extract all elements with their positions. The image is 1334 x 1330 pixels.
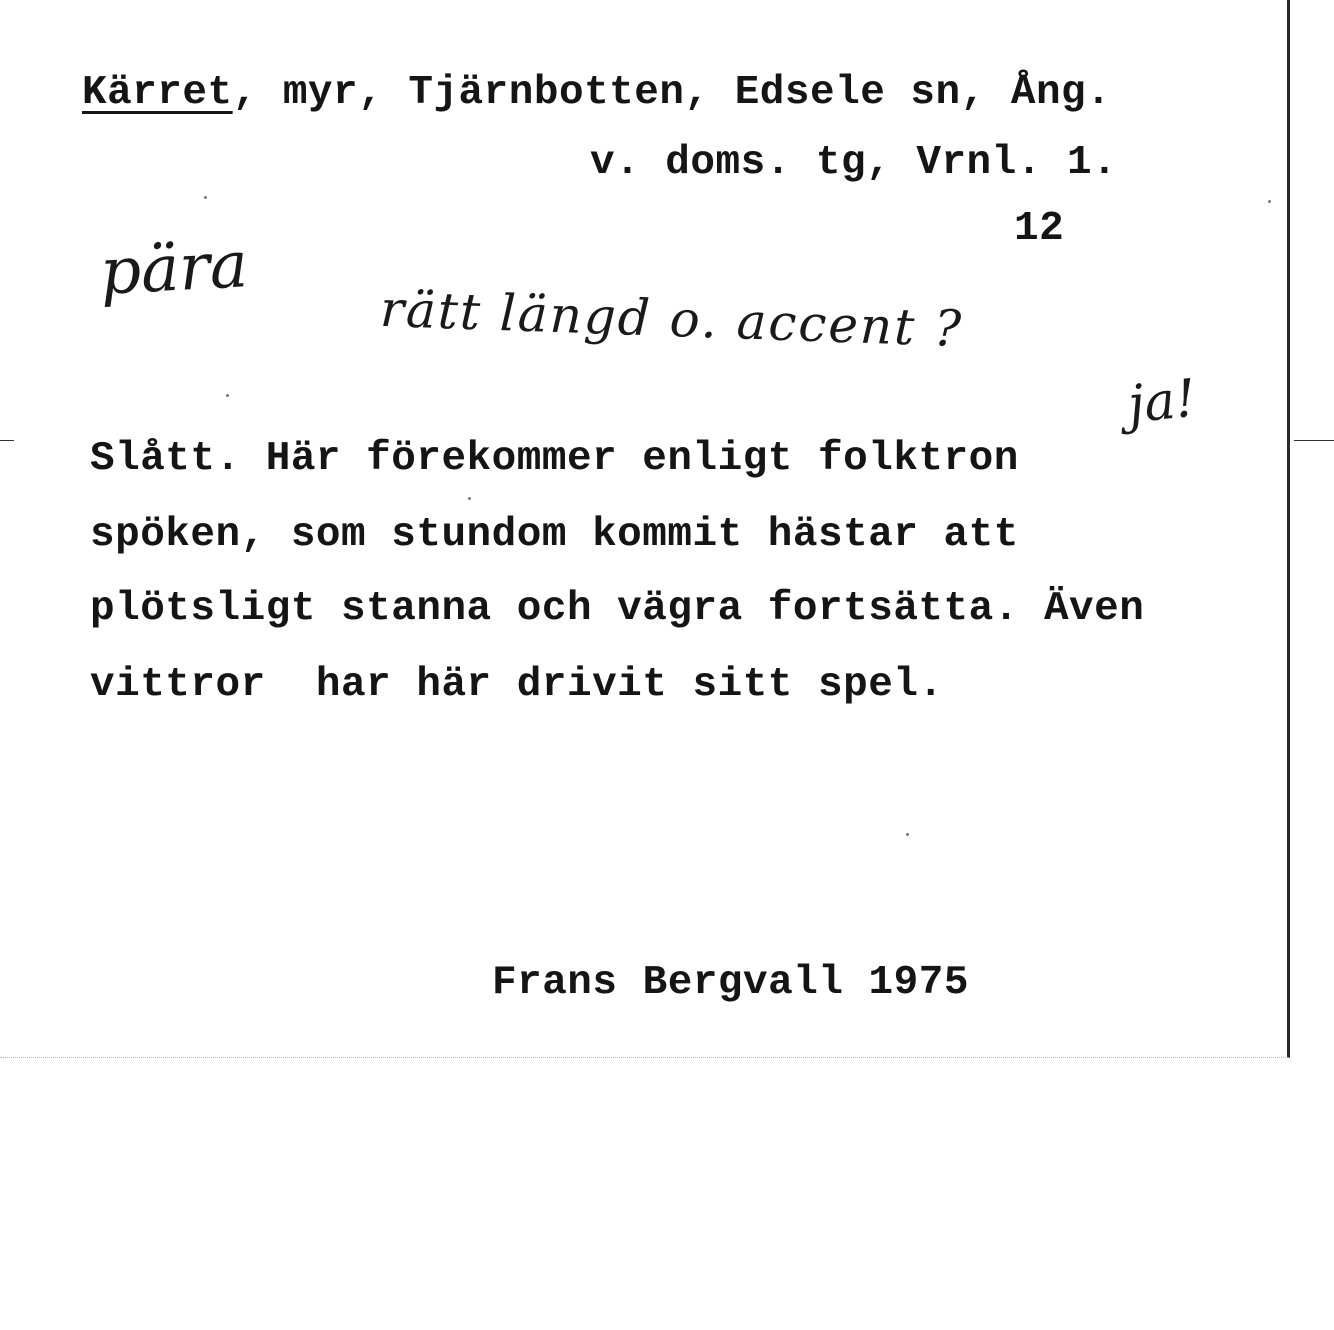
margin-mark-left xyxy=(0,440,14,441)
header-line-1 xyxy=(82,70,1111,116)
signature: Frans Bergvall 1975 xyxy=(492,960,969,1006)
ink-speck xyxy=(204,196,207,199)
ink-speck xyxy=(906,833,909,836)
margin-mark-right xyxy=(1294,440,1334,441)
body-line-2: spöken, som stundom kommit hästar att xyxy=(90,512,1019,558)
body-line-4: vittror har här drivit sitt spel. xyxy=(90,662,944,708)
handwritten-answer: ja! xyxy=(1125,368,1199,436)
ink-speck xyxy=(468,497,471,500)
card-number: 12 xyxy=(1014,206,1065,252)
ink-speck xyxy=(226,394,229,397)
header-line-1-rest: , myr, Tjärnbotten, Edsele sn, Ång. xyxy=(232,70,1112,116)
header-line-2: v. doms. tg, Vrnl. 1. xyxy=(590,140,1118,186)
body-line-1: Slått. Här förekommer enligt folktron xyxy=(90,436,1019,482)
place-name: Kärret xyxy=(82,70,233,116)
ink-speck xyxy=(1268,200,1271,203)
body-line-3: plötsligt stanna och vägra fortsätta. Även xyxy=(90,586,1145,632)
handwritten-word: pära xyxy=(98,228,250,310)
handwritten-note: rätt längd o. accent ? xyxy=(379,279,964,359)
